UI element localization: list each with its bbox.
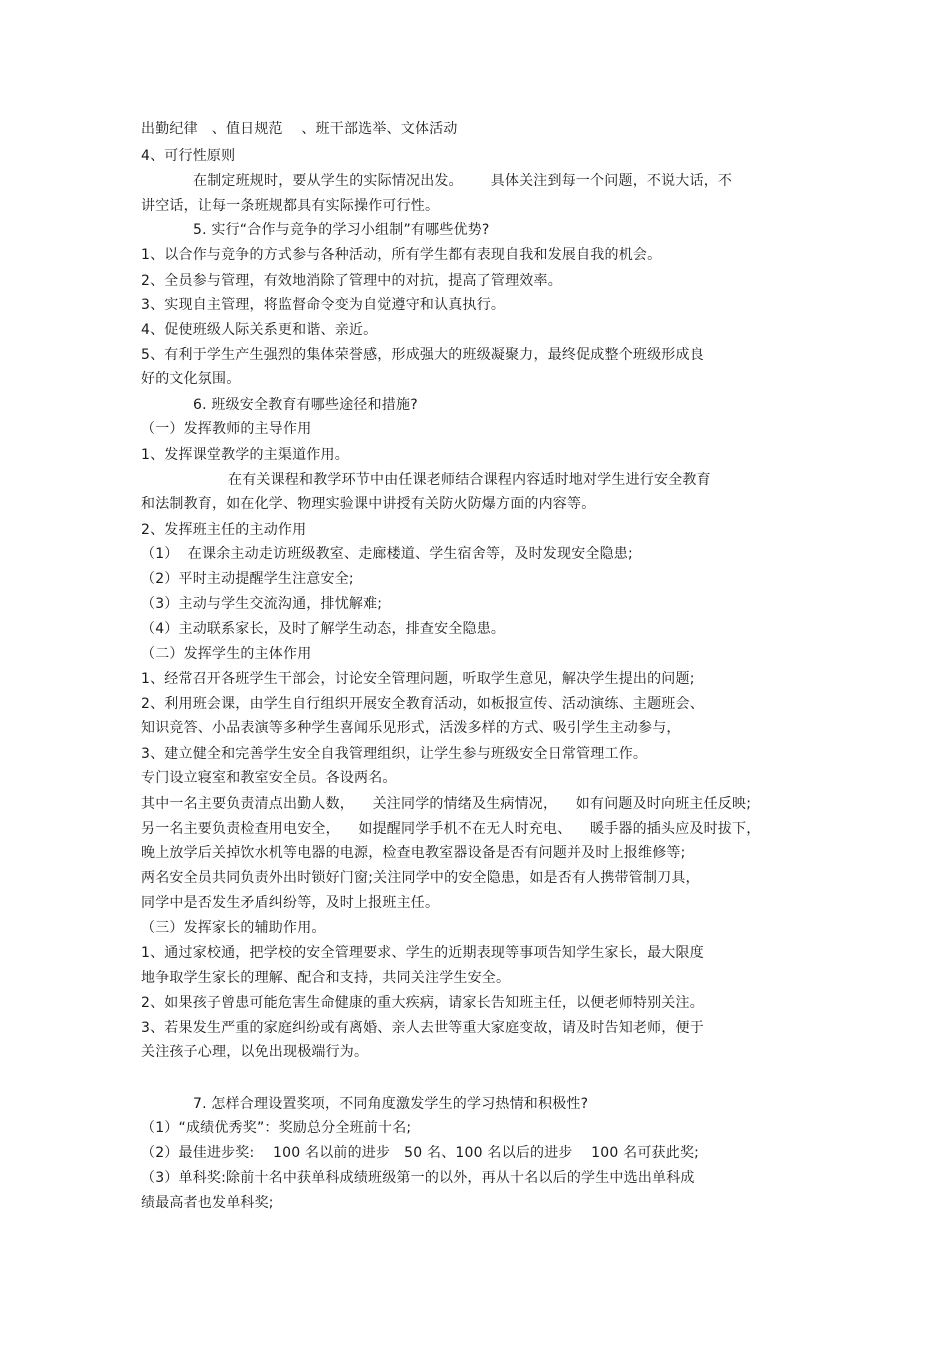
text-line: 2、如果孩子曾患可能危害生命健康的重大疾病，请家长告知班主任，以便老师特别关注。 xyxy=(141,995,704,1011)
text-line: 1、通过家校通，把学校的安全管理要求、学生的近期表现等事项告知学生家长，最大限度 xyxy=(141,945,704,961)
text-line: （2）平时主动提醒学生注意安全; xyxy=(141,571,354,587)
text-line: 绩最高者也发单科奖; xyxy=(141,1195,274,1211)
text-line: 和法制教育，如在化学、物理实验课中讲授有关防火防爆方面的内容等。 xyxy=(141,496,596,512)
text-line: 出勤纪律 、值日规范 、班干部选举、文体活动 xyxy=(141,121,458,137)
text-line: 在制定班规时，要从学生的实际情况出发。 具体关注到每一个问题，不说大话，不 xyxy=(193,173,733,189)
text-line: （3）单科奖:除前十名中获单科成绩班级第一的以外，再从十名以后的学生中选出单科成 xyxy=(141,1170,695,1186)
text-line: （一）发挥教师的主导作用 xyxy=(141,421,312,437)
text-line: 4、可行性原则 xyxy=(141,148,236,164)
text-line: 1、以合作与竞争的方式参与各种活动，所有学生都有表现自我和发展自我的机会。 xyxy=(141,247,662,263)
text-line: 2、全员参与管理，有效地消除了管理中的对抗，提高了管理效率。 xyxy=(141,273,562,289)
text-line: （1）“成绩优秀奖”：奖励总分全班前十名; xyxy=(141,1120,412,1136)
text-line: 同学中是否发生矛盾纠纷等，及时上报班主任。 xyxy=(141,895,440,911)
text-line: 讲空话，让每一条班规都具有实际操作可行性。 xyxy=(141,198,440,214)
text-line: 5、有利于学生产生强烈的集体荣誉感，形成强大的班级凝聚力，最终促成整个班级形成良 xyxy=(141,347,704,363)
text-line: 晚上放学后关掉饮水机等电器的电源，检查电教室器设备是否有问题并及时上报维修等; xyxy=(141,845,686,861)
text-line: 地争取学生家长的理解、配合和支持，共同关注学生安全。 xyxy=(141,970,511,986)
text-line: 两名安全员共同负责外出时锁好门窗;关注同学中的安全隐患，如是否有人携带管制刀具， xyxy=(141,870,700,886)
section-heading: 7. 怎样合理设置奖项，不同角度激发学生的学习热情和积极性? xyxy=(193,1096,589,1112)
text-line: 2、利用班会课，由学生自行组织开展安全教育活动，如板报宣传、活动演练、主题班会、 xyxy=(141,696,704,712)
text-line: 1、经常召开各班学生干部会，讨论安全管理问题，听取学生意见，解决学生提出的问题; xyxy=(141,671,695,687)
text-line: 3、建立健全和完善学生安全自我管理组织，让学生参与班级安全日常管理工作。 xyxy=(141,746,648,762)
section-heading: 5. 实行“合作与竞争的学习小组制”有哪些优势? xyxy=(193,222,490,238)
text-line: 知识竞答、小品表演等多种学生喜闻乐见形式，活泼多样的方式、吸引学生主动参与， xyxy=(141,720,681,736)
text-line: 另一名主要负责检查用电安全， 如提醒同学手机不在无人时充电、 暖手器的插头应及时拔下， xyxy=(141,821,761,837)
text-line: 3、实现自主管理，将监督命令变为自觉遵守和认真执行。 xyxy=(141,297,506,313)
section-heading: 6. 班级安全教育有哪些途径和措施? xyxy=(193,397,418,413)
text-line: 4、促使班级人际关系更和谐、亲近。 xyxy=(141,322,378,338)
text-line: （4）主动联系家长，及时了解学生动态，排查安全隐患。 xyxy=(141,621,506,637)
text-line: 关注孩子心理，以免出现极端行为。 xyxy=(141,1044,369,1060)
text-line: （三）发挥家长的辅助作用。 xyxy=(141,920,326,936)
text-line: 好的文化氛围。 xyxy=(141,371,241,387)
text-line: （1） 在课余主动走访班级教室、走廊楼道、学生宿舍等，及时发现安全隐患; xyxy=(141,546,633,562)
text-line: 3、若果发生严重的家庭纠纷或有离婚、亲人去世等重大家庭变故，请及时告知老师，便于 xyxy=(141,1020,704,1036)
text-line: （3）主动与学生交流沟通，排忧解难; xyxy=(141,596,383,612)
text-line: 专门设立寝室和教室安全员。各设两名。 xyxy=(141,770,397,786)
text-line: （2）最佳进步奖: 100 名以前的进步 50 名、100 名以后的进步 100 名可获此奖; xyxy=(141,1145,700,1161)
text-line: 1、发挥课堂教学的主渠道作用。 xyxy=(141,447,349,463)
text-line: 在有关课程和教学环节中由任课老师结合课程内容适时地对学生进行安全教育 xyxy=(228,472,711,488)
text-line: 其中一名主要负责清点出勤人数， 关注同学的情绪及生病情况， 如有问题及时向班主任反映; xyxy=(141,796,752,812)
text-line: 2、发挥班主任的主动作用 xyxy=(141,522,307,538)
text-line: （二）发挥学生的主体作用 xyxy=(141,646,312,662)
